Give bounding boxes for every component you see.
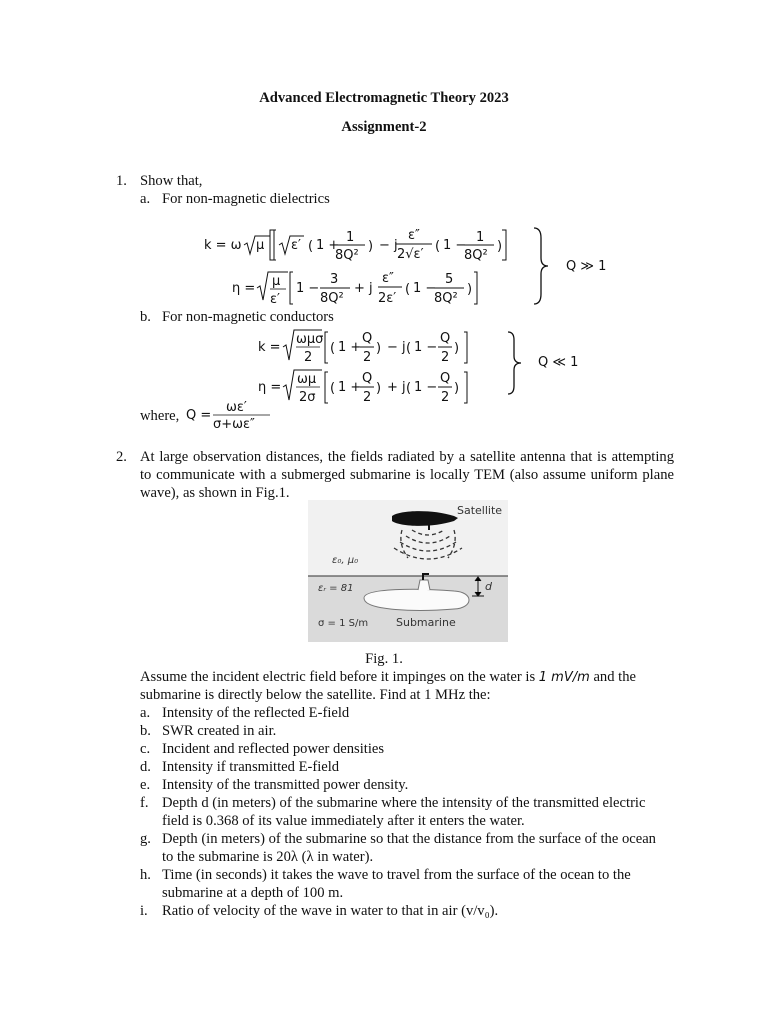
q1a-label: a. xyxy=(140,191,151,207)
svg-text:5: 5 xyxy=(445,272,454,287)
svg-text:2ε′: 2ε′ xyxy=(378,291,397,306)
svg-text:(: ( xyxy=(405,282,411,297)
svg-text:1: 1 xyxy=(476,230,485,245)
subquestion-text-line: Intensity of the transmitted power density. xyxy=(162,777,409,793)
svg-text:2σ: 2σ xyxy=(299,390,316,405)
svg-text:8Q²: 8Q² xyxy=(434,291,458,306)
svg-text:(: ( xyxy=(330,381,336,396)
q1-number: 1. xyxy=(116,173,127,189)
svg-text:μ: μ xyxy=(256,238,265,253)
subquestion-label: i. xyxy=(140,903,148,919)
where-label: where, xyxy=(140,408,180,424)
svg-text:1 −: 1 − xyxy=(414,380,438,395)
subquestion-label: g. xyxy=(140,831,151,847)
subquestion-text-line: Intensity if transmitted E-field xyxy=(162,759,340,775)
svg-text:2√ε′: 2√ε′ xyxy=(397,247,424,262)
subquestion-text-line: field is 0.368 of its value immediately after it enters the water. xyxy=(162,813,525,829)
subquestion-label: c. xyxy=(140,741,151,757)
subquestion-label: h. xyxy=(140,867,151,883)
svg-text:2: 2 xyxy=(363,350,372,365)
assumption-text-pre: Assume the incident electric field before it impinges on the water is xyxy=(140,669,536,685)
assumption-line-2: submarine is directly below the satellite. Find at 1 MHz the: xyxy=(140,687,491,703)
document-title: Advanced Electromagnetic Theory 2023 xyxy=(259,90,509,106)
svg-text:8Q²: 8Q² xyxy=(335,248,359,263)
svg-text:k = ω: k = ω xyxy=(204,238,242,253)
q2-paragraph: At large observation distances, the fields radiated by a satellite antenna that is attempting to communicate with a submerged submarine is locally TEM (also assume uniform plane wave), as shown in Fig.1. xyxy=(140,449,674,501)
svg-text:+ j: + j xyxy=(387,380,406,395)
svg-text:k =: k = xyxy=(258,340,281,355)
depth-label: d xyxy=(485,580,492,593)
svg-text:(: ( xyxy=(406,381,412,396)
svg-text:ε″: ε″ xyxy=(408,228,420,243)
svg-text:1: 1 xyxy=(346,230,355,245)
svg-text:(: ( xyxy=(406,341,412,356)
svg-text:8Q²: 8Q² xyxy=(464,248,488,263)
svg-text:1 −: 1 − xyxy=(414,340,438,355)
figure-satellite-submarine xyxy=(308,500,508,642)
svg-text:(: ( xyxy=(330,341,336,356)
subquestion-text-line: submarine at a depth of 100 m. xyxy=(162,885,344,901)
subquestion-text-line: Time (in seconds) it takes the wave to travel from the surface of the ocean to the xyxy=(162,867,631,883)
q1b-label: b. xyxy=(140,309,151,325)
subquestion-text-line: Depth d (in meters) of the submarine where the intensity of the transmitted electric xyxy=(162,795,646,811)
eq-k-conductor xyxy=(256,326,478,368)
svg-text:): ) xyxy=(376,381,382,396)
eq-eta-dielectric xyxy=(230,266,480,310)
svg-text:+ j: + j xyxy=(354,281,373,296)
eq-q-definition xyxy=(186,398,276,432)
water-permittivity-label: εᵣ = 81 xyxy=(318,583,354,594)
svg-text:η =: η = xyxy=(232,281,256,296)
svg-text:Q: Q xyxy=(440,371,451,386)
subquestion-label: b. xyxy=(140,723,151,739)
water-conductivity-label: σ = 1 S/m xyxy=(318,618,369,629)
assumption-text-post: and the xyxy=(593,669,637,685)
svg-text:ε′: ε′ xyxy=(270,292,280,307)
svg-text:2: 2 xyxy=(363,390,372,405)
svg-text:(: ( xyxy=(308,239,314,254)
subquestion-label: f. xyxy=(140,795,149,811)
svg-text:η =: η = xyxy=(258,380,282,395)
brace-conductor xyxy=(506,330,524,396)
q1b-text: For non-magnetic conductors xyxy=(162,309,334,325)
svg-text:− j: − j xyxy=(379,238,398,253)
svg-text:2: 2 xyxy=(304,350,313,365)
svg-text:σ+ωε″: σ+ωε″ xyxy=(213,417,255,432)
brace-dielectric xyxy=(532,226,552,306)
svg-text:ε′: ε′ xyxy=(291,238,301,253)
svg-text:): ) xyxy=(454,381,460,396)
svg-text:ωμ: ωμ xyxy=(297,372,317,387)
svg-text:1 +: 1 + xyxy=(316,238,340,253)
svg-text:2: 2 xyxy=(441,350,450,365)
svg-text:ωε′: ωε′ xyxy=(226,400,247,415)
svg-text:1 −: 1 − xyxy=(413,281,437,296)
assumption-field-value: 1 mV/m xyxy=(538,670,590,685)
subquestion-text-line: Intensity of the reflected E-field xyxy=(162,705,350,721)
subquestion-text-line: to the submarine is 20λ (λ in water). xyxy=(162,849,374,865)
svg-text:): ) xyxy=(497,239,503,254)
figure-caption: Fig. 1. xyxy=(365,651,403,667)
subquestion-text-line: Ratio of velocity of the wave in water to that in air (v/v₀). xyxy=(162,903,499,919)
svg-text:Q: Q xyxy=(362,331,373,346)
svg-text:): ) xyxy=(454,341,460,356)
submarine-label: Submarine xyxy=(396,616,456,629)
subquestion-text-line: SWR created in air. xyxy=(162,723,277,739)
svg-text:2: 2 xyxy=(441,390,450,405)
satellite-label: Satellite xyxy=(457,504,503,517)
svg-text:): ) xyxy=(376,341,382,356)
svg-text:1 +: 1 + xyxy=(338,380,362,395)
svg-text:): ) xyxy=(467,282,473,297)
assumption-line-1 xyxy=(140,668,636,687)
q1-intro: Show that, xyxy=(140,173,203,189)
subquestion-text-line: Depth (in meters) of the submarine so that the distance from the surface of the ocean xyxy=(162,831,656,847)
svg-text:8Q²: 8Q² xyxy=(320,291,344,306)
svg-text:3: 3 xyxy=(330,272,339,287)
subquestion-label: a. xyxy=(140,705,151,721)
svg-text:Q =: Q = xyxy=(186,408,212,423)
air-medium-label: ε₀, μ₀ xyxy=(332,555,359,566)
svg-text:ε″: ε″ xyxy=(382,271,394,286)
eq-eta-conductor xyxy=(256,366,478,408)
svg-text:Q: Q xyxy=(362,371,373,386)
svg-text:1 −: 1 − xyxy=(296,281,320,296)
svg-text:ωμσ: ωμσ xyxy=(296,332,324,347)
condition-q-much-greater: Q ≫ 1 xyxy=(566,259,607,274)
q1a-text: For non-magnetic dielectrics xyxy=(162,191,330,207)
q2-number: 2. xyxy=(116,449,127,465)
subquestion-text-line: Incident and reflected power densities xyxy=(162,741,385,757)
svg-text:1 −: 1 − xyxy=(443,238,467,253)
svg-text:1 +: 1 + xyxy=(338,340,362,355)
svg-text:(: ( xyxy=(435,239,441,254)
assignment-subtitle: Assignment-2 xyxy=(341,119,427,135)
svg-text:): ) xyxy=(368,239,374,254)
svg-text:Q: Q xyxy=(440,331,451,346)
condition-q-much-less: Q ≪ 1 xyxy=(538,355,579,370)
svg-text:− j: − j xyxy=(387,340,406,355)
subquestion-label: e. xyxy=(140,777,151,793)
subquestion-label: d. xyxy=(140,759,151,775)
eq-k-dielectric xyxy=(200,224,510,266)
svg-text:μ: μ xyxy=(272,274,281,289)
